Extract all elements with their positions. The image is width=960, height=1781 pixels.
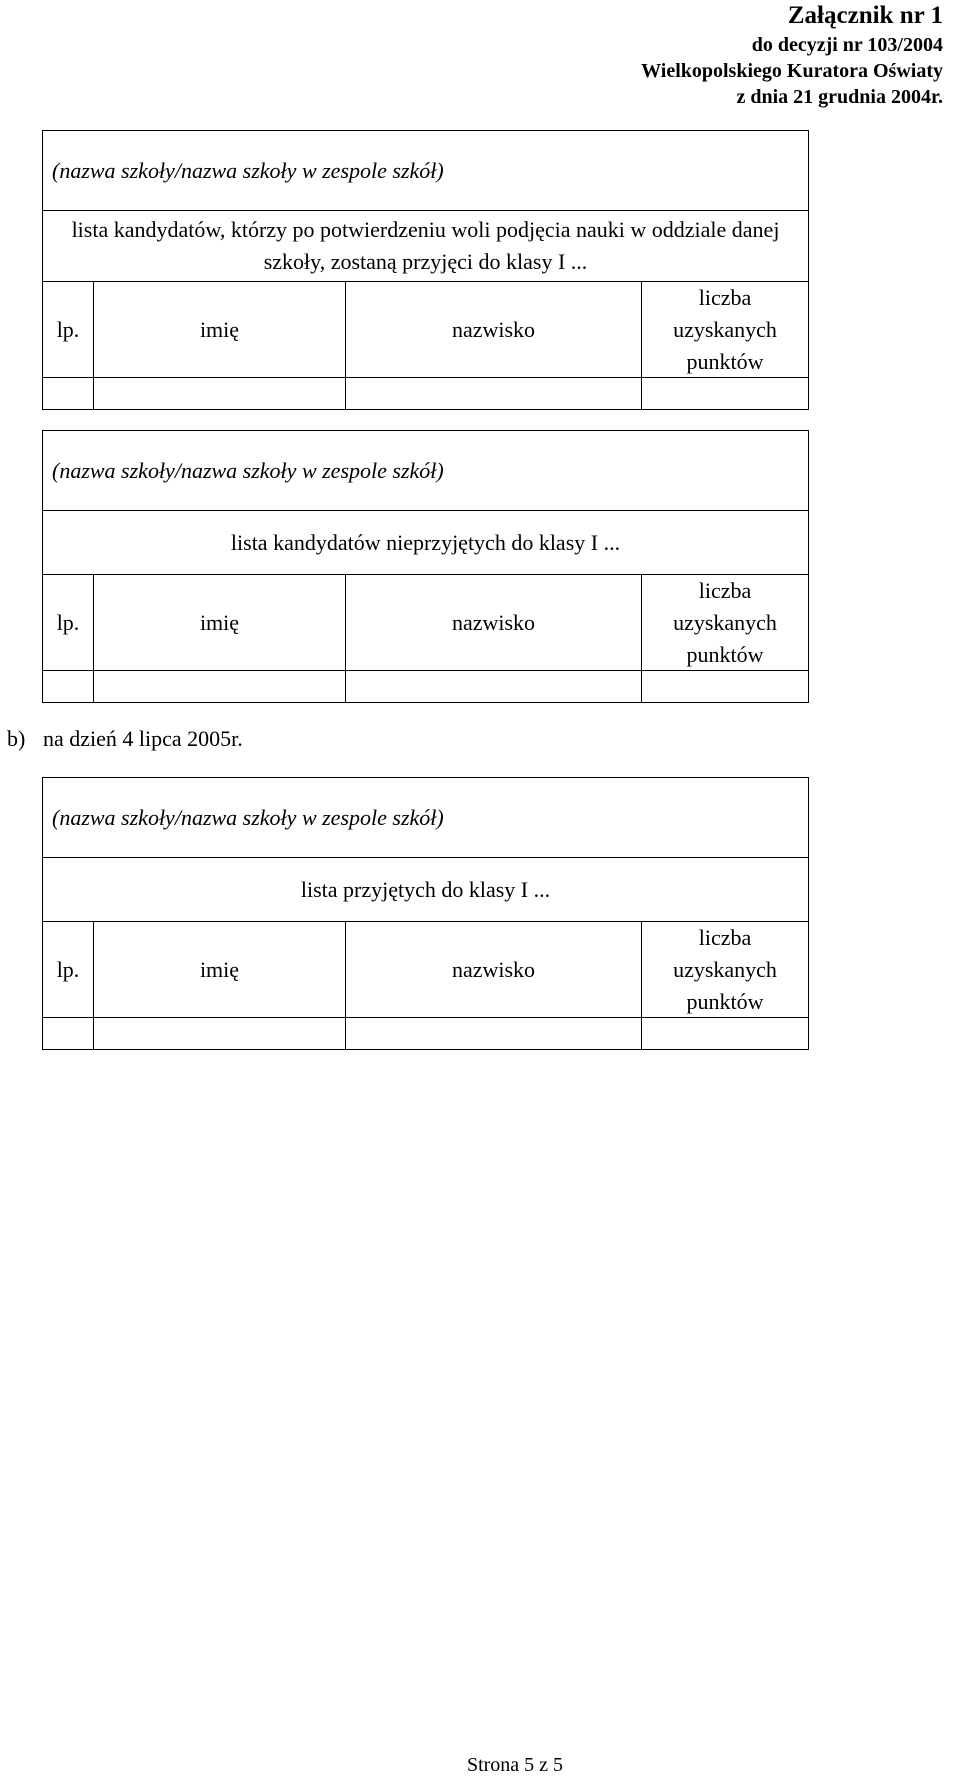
column-imie: imię [93,575,345,670]
list-title-text: lista przyjętych do klasy I ... [300,876,551,902]
cell-nazwisko [345,1018,641,1049]
school-name-label: (nazwa szkoły/nazwa szkoły w zespole szkół) [52,157,444,183]
column-nazwisko: nazwisko [345,282,641,377]
cell-imie [93,378,345,409]
table-row [43,1017,808,1049]
list-title [43,510,808,574]
list-title-text: lista kandydatów nieprzyjętych do klasy I ... [230,529,621,555]
list-title: lista kandydatów, którzy po potwierdzeniu woli podjęcia nauki w oddziale danej szkoły, zostaną przyjęci do klasy I ... [43,210,808,281]
authority-name: Wielkopolskiego Kuratora Oświaty [641,60,943,82]
decision-date: z dnia 21 grudnia 2004r. [736,86,943,108]
school-name-label: (nazwa szkoły/nazwa szkoły w zespole szkół) [52,457,444,483]
column-lp: lp. [56,316,80,342]
table-header-row [43,574,808,670]
column-imie: imię [93,922,345,1017]
column-imie: imię [93,282,345,377]
decision-number: do decyzji nr 103/2004 [751,34,943,56]
note-label: b) [7,726,26,751]
cell-liczba [641,671,808,702]
cell-liczba [641,1018,808,1049]
table-rejected-candidates [42,430,809,703]
table-row [43,377,808,409]
table-header-row [43,921,808,1017]
table-admitted [42,777,809,1050]
table-accepted-candidates [42,130,809,410]
cell-imie [93,671,345,702]
table-header-row [43,281,808,377]
document-header [641,0,943,110]
column-nazwisko: nazwisko [345,575,641,670]
date-note [7,726,243,752]
note-text: na dzień 4 lipca 2005r. [43,726,243,751]
column-liczba: liczba uzyskanych punktów [641,575,808,670]
cell-lp [43,671,93,702]
page-number: Strona 5 z 5 [466,1754,564,1776]
cell-imie [93,1018,345,1049]
list-title [43,857,808,921]
column-lp: lp. [56,956,80,982]
column-nazwisko: nazwisko [345,922,641,1017]
column-lp: lp. [56,609,80,635]
cell-liczba [641,378,808,409]
cell-nazwisko [345,378,641,409]
table-row [43,670,808,702]
attachment-title: Załącznik nr 1 [787,2,943,29]
school-name-label: (nazwa szkoły/nazwa szkoły w zespole szkół) [52,804,444,830]
cell-lp [43,378,93,409]
cell-lp [43,1018,93,1049]
cell-nazwisko [345,671,641,702]
column-liczba: liczba uzyskanych punktów [641,922,808,1017]
column-liczba: liczba uzyskanych punktów [641,282,808,377]
